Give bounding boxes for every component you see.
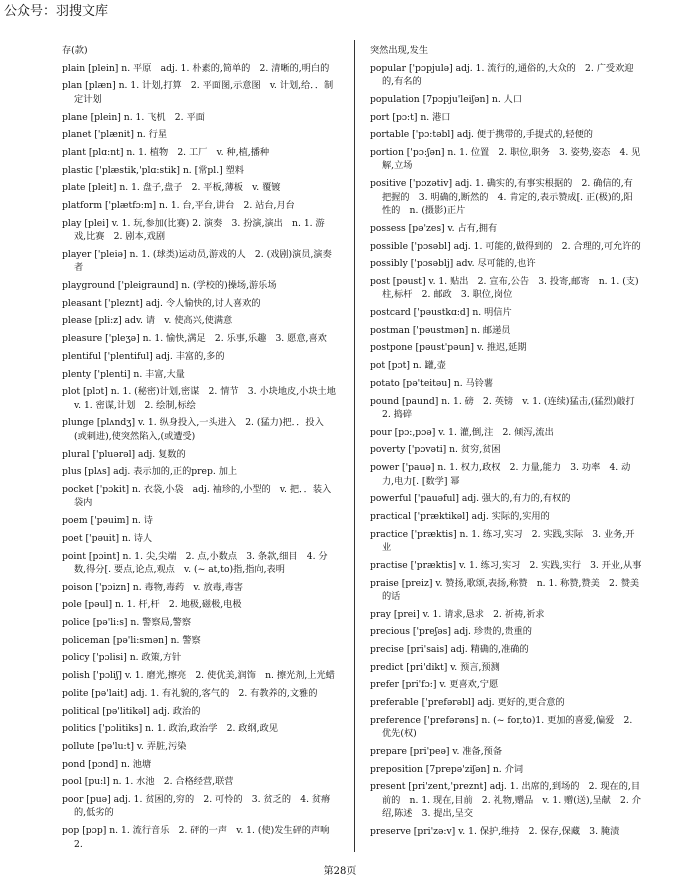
dictionary-entry: praise [preiz] v. 赞扬,歌颂,表扬,称赞 n. 1. 称赞,赞美 2. 赞美的话 — [370, 577, 640, 602]
dictionary-entry: portable ['pɔ:təbl] adj. 便于携带的,手提式的,轻便的 — [370, 129, 593, 141]
dictionary-entry: pleasant ['pleznt] adj. 令人愉快的,讨人喜欢的 — [62, 297, 261, 309]
dictionary-entry: preposition [7prepə'ziʃən] n. 介词 — [370, 763, 524, 775]
dictionary-entry: power ['pauə] n. 1. 权力,政权 2. 力量,能力 3. 功率 4. 动力,电力[. [数学] 幂 — [370, 462, 631, 487]
dictionary-entry: polite [pə'lait] adj. 1. 有礼貌的,客气的 2. 有教养的,文雅的 — [62, 687, 318, 699]
left-column — [62, 44, 346, 855]
dictionary-entry: practise ['præktis] v. 1. 练习,实习 2. 实践,实行 3. 开业,从事 — [370, 559, 642, 571]
dictionary-entry: poison ['pɔizn] n. 毒物,毒药 v. 放毒,毒害 — [62, 581, 243, 593]
dictionary-entry: plenty ['plenti] n. 丰富,大量 — [62, 368, 185, 380]
dictionary-entry: policy ['pɔlisi] n. 政策,方针 — [62, 652, 182, 664]
dictionary-entry: policeman [pə'li:smən] n. 警察 — [62, 634, 201, 646]
dictionary-entry: pound [paund] n. 1. 磅 2. 英镑 v. 1. (连续)猛击,(猛烈)敲打 2. 捣碎 — [370, 395, 644, 420]
dictionary-entry: platform ['plætfɔ:m] n. 1. 台,平台,讲台 2. 站台,月台 — [62, 200, 295, 211]
dictionary-entry: pond [pɔnd] n. 池塘 — [62, 758, 152, 770]
dictionary-entry: planet ['plænit] n. 行星 — [62, 129, 168, 141]
dictionary-entry: pollute [pə'lu:t] v. 弄脏,污染 — [62, 740, 187, 752]
dictionary-entry: pole [pəul] n. 1. 杆,杆 2. 地极,磁极,电极 — [62, 599, 242, 611]
dictionary-entry: police [pə'li:s] n. 警察局,警察 — [62, 617, 192, 629]
dictionary-entry: pray [prei] v. 1. 请求,恳求 2. 祈祷,祈求 — [370, 608, 545, 620]
dictionary-entry: poverty ['pɔvəti] n. 贫穷,贫困 — [370, 444, 501, 456]
dictionary-entry: plot [plɔt] n. 1. (秘密)计划,密谋 2. 情节 3. 小块地皮,小块土地 v. 1. 密谋,计划 2. 绘制,标绘 — [62, 386, 346, 411]
dictionary-entry: plan [plæn] n. 1. 计划,打算 2. 平面图,示意图 v. 计划,给．．制定计划 — [62, 80, 334, 105]
dictionary-entry: practical ['præktikəl] adj. 实际的,实用的 — [370, 510, 550, 522]
dictionary-entry: poet ['pəuit] n. 诗人 — [62, 532, 153, 544]
dictionary-entry: play [plei] v. 1. 玩,参加(比赛) 2. 演奏 3. 扮演,演出 n. 1. 游戏,比赛 2. 剧本,戏剧 — [62, 217, 325, 243]
dictionary-entry: possibly ['pɔsəblj] adv. 尽可能的,也许 — [370, 258, 536, 270]
dictionary-entry: 存(款) — [62, 45, 88, 56]
dictionary-entry: powerful ['pauəful] adj. 强大的,有力的,有权的 — [370, 493, 571, 505]
dictionary-entry: predict [pri'dikt] v. 预言,预测 — [370, 661, 500, 673]
dictionary-entry: plentiful ['plentiful] adj. 丰富的,多的 — [62, 350, 225, 362]
dictionary-entry: prefer [pri'fɔ:] v. 更喜欢,宁愿 — [370, 679, 499, 691]
dictionary-entry: pot [pɔt] n. 罐,壶 — [370, 360, 446, 372]
watermark-header: 公众号：羽搜文库 — [4, 4, 109, 19]
dictionary-entry: pop [pɔp] n. 1. 流行音乐 2. 砰的一声 v. 1. (使)发生砰的声响 2. — [62, 825, 339, 850]
dictionary-entry: potato [pə'teitəu] n. 马铃薯 — [370, 377, 494, 389]
dictionary-entry: possible ['pɔsəbl] adj. 1. 可能的,做得到的 2. 合理的,可允许的 — [370, 240, 641, 252]
dictionary-entry: plate [pleit] n. 1. 盘子,盘子 2. 平板,薄板 v. 覆镀 — [62, 182, 281, 194]
dictionary-entry: politics ['pɔlitiks] n. 1. 政治,政治学 2. 政纲,政见 — [62, 723, 278, 735]
dictionary-entry: pleasure ['pleʒə] n. 1. 愉快,满足 2. 乐事,乐趣 3. 愿意,喜欢 — [62, 333, 327, 345]
dictionary-entry: please [pli:z] adv. 请 v. 使高兴,使满意 — [62, 315, 233, 327]
dictionary-entry: popular ['pɔpjulə] adj. 1. 流行的,通俗的,大众的 2. 广受欢迎的,有名的 — [370, 62, 634, 88]
dictionary-entry: plural ['pluərəl] adj. 复数的 — [62, 448, 186, 460]
page-number: 第28页 — [323, 866, 357, 877]
dictionary-entry: plane [plein] n. 1. 飞机 2. 平面 — [62, 111, 205, 123]
dictionary-entry: postman ['pəustmən] n. 邮递员 — [370, 324, 511, 336]
dictionary-entry: plunge [plʌndʒ] v. 1. 纵身投入,一头进入 2. (猛力)把．．投入(或刺进),使突然陷入,(或遭受) — [62, 417, 324, 442]
dictionary-entry: preferable ['prefərəbl] adj. 更好的,更合意的 — [370, 697, 565, 709]
dictionary-entry: pool [pu:l] n. 1. 水池 2. 合格经营,联营 — [62, 776, 234, 788]
dictionary-entry: portion ['pɔ:ʃən] n. 1. 位置 2. 职位,职务 3. 姿势,姿态 4. 见解,立场 — [370, 146, 641, 172]
dictionary-entry: practice ['præktis] n. 1. 练习,实习 2. 实践,实际 3. 业务,开业 — [370, 528, 635, 554]
dictionary-entry: postpone [pəust'pəun] v. 推迟,延期 — [370, 342, 527, 354]
dictionary-entry: preference ['prefərəns] n. (~ for,to)1. 更加的喜爱,偏爱 2. 优先(权) — [370, 714, 633, 740]
dictionary-entry: plant [plɑ:nt] n. 1. 植物 2. 工厂 v. 种,植,播种 — [62, 146, 270, 158]
dictionary-entry: player ['pleiə] n. 1. (球类)运动员,游戏的人 2. (戏剧)演员,演奏者 — [62, 248, 332, 274]
dictionary-entry: 突然出现,发生 — [370, 45, 429, 56]
dictionary-entry: polish ['pɔliʃ] v. 1. 磨光,擦亮 2. 使优美,润饰 n. 擦光剂,上光蜡 — [62, 670, 335, 682]
dictionary-entry: pour [pɔ:,pɔə] v. 1. 灌,倒,注 2. 倾泻,流出 — [370, 426, 554, 438]
dictionary-entry: poem ['pəuim] n. 诗 — [62, 515, 153, 527]
dictionary-entry: population [7pɔpju'leiʃən] n. 人口 — [370, 93, 523, 105]
dictionary-entry: playground ['pleigraund] n. (学校的)操场,游乐场 — [62, 280, 277, 292]
right-column — [370, 44, 642, 843]
dictionary-entry: point [pɔint] n. 1. 尖,尖端 2. 点,小数点 3. 条款,细目 4. 分数,得分[. 要点,论点,观点 v. (~ at,to)指,指向,表明 — [62, 550, 328, 575]
dictionary-entry: prepare [pri'peə] v. 准备,预备 — [370, 746, 503, 757]
column-divider — [354, 40, 355, 852]
dictionary-entry: poor [puə] adj. 1. 贫困的,穷的 2. 可怜的 3. 贫乏的 4. 贫瘠的,低劣的 — [62, 793, 331, 819]
dictionary-entry: possess [pə'zes] v. 占有,拥有 — [370, 222, 498, 234]
dictionary-entry: present [pri'zent,'preznt] adj. 1. 出席的,到场的 2. 现在的,目前的 n. 1. 现在,目前 2. 礼物,赠品 v. 1. 赠(送),呈献 2. 介绍,陈述 3. 提出,呈交 — [370, 781, 641, 820]
dictionary-entry: port [pɔ:t] n. 港口 — [370, 111, 451, 123]
dictionary-entry: post [pəust] v. 1. 贴出 2. 宣布,公告 3. 投寄,邮寄 n. 1. (支)柱,标杆 2. 邮政 3. 职位,岗位 — [370, 275, 639, 301]
dictionary-entry: preserve [pri'zə:v] v. 1. 保护,维持 2. 保存,保藏 3. 腌渍 — [370, 826, 620, 838]
dictionary-entry: political [pə'litikəl] adj. 政治的 — [62, 705, 201, 717]
dictionary-entry: pocket ['pɔkit] n. 衣袋,小袋 adj. 袖珍的,小型的 v. 把．．装入袋内 — [62, 483, 332, 509]
dictionary-entry: positive ['pɔzətiv] adj. 1. 确实的,有事实根据的 2. 确信的,有把握的 3. 明确的,断然的 4. 肯定的,表示赞成[. 正(极)的,阳性的 n. (摄影)正片 — [370, 178, 633, 217]
dictionary-entry: plastic ['plæstik,'plɑ:stik] n. [常pl.] 塑料 — [62, 164, 244, 176]
dictionary-entry: plus [plʌs] adj. 表示加的,正的prep. 加上 — [62, 466, 238, 478]
dictionary-entry: precise [pri'sais] adj. 精确的,准确的 — [370, 644, 529, 656]
dictionary-entry: plain [plein] n. 平原 adj. 1. 朴素的,简单的 2. 清晰的,明白的 — [62, 62, 330, 74]
dictionary-entry: postcard ['pəustkɑ:d] n. 明信片 — [370, 307, 512, 319]
dictionary-entry: precious ['preʃəs] adj. 珍贵的,贵重的 — [370, 626, 532, 638]
